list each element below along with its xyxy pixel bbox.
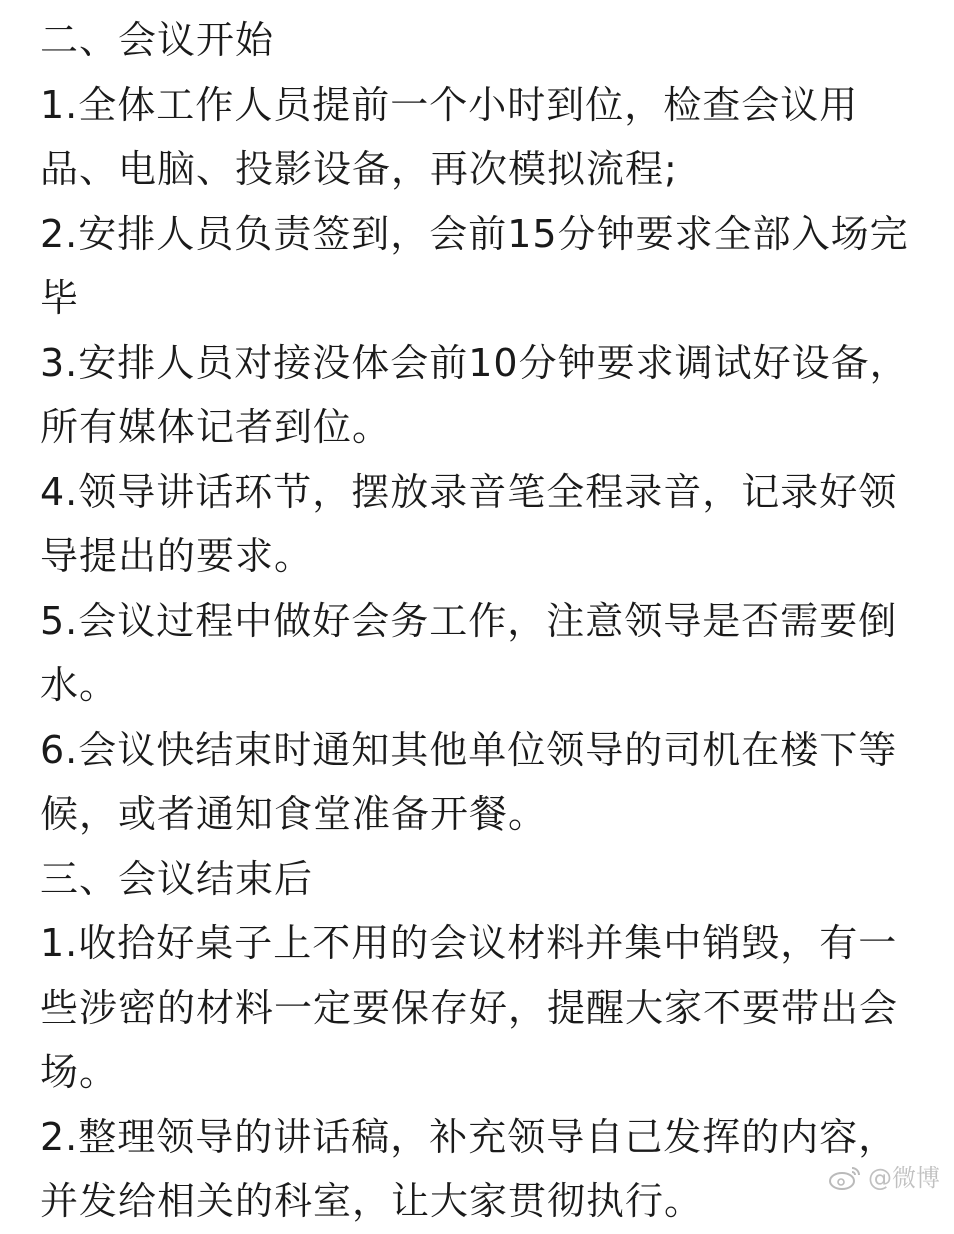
text-line: 导提出的要求。 — [40, 534, 314, 578]
text-line: 毕 — [40, 276, 80, 320]
text-line: 并发给相关的科室，让大家贯彻执行。 — [40, 1179, 704, 1223]
text-line: 场。 — [40, 1050, 119, 1094]
text-line: 品、电脑、投影设备，再次模拟流程; — [40, 147, 678, 191]
text-line: 候，或者通知食堂准备开餐。 — [40, 792, 548, 836]
text-line: 些涉密的材料一定要保存好，提醒大家不要带出会 — [40, 985, 899, 1030]
text-line: 5.会议过程中做好会务工作，注意领导是否需要倒 — [40, 598, 898, 643]
section-heading-meeting-start: 二、会议开始 — [40, 18, 275, 62]
text-line: 4.领导讲话环节，摆放录音笔全程录音，记录好领 — [40, 469, 898, 514]
text-line: 1.全体工作人员提前一个小时到位，检查会议用 — [40, 82, 859, 127]
weibo-logo-icon — [828, 1164, 862, 1192]
weibo-watermark — [828, 1164, 940, 1192]
text-line: 2.整理领导的讲话稿，补充领导自己发挥的内容， — [40, 1114, 898, 1159]
text-line: 2.安排人员负责签到，会前15分钟要求全部入场完 — [40, 211, 909, 256]
text-line: 水。 — [40, 663, 119, 707]
text-line: 3.安排人员对接没体会前10分钟要求调试好设备， — [40, 340, 909, 385]
text-line: 1.收拾好桌子上不用的会议材料并集中销毁，有一 — [40, 921, 898, 965]
watermark-text: @微博 — [868, 1164, 940, 1192]
text-line: 所有媒体记者到位。 — [40, 405, 392, 449]
section-heading-after-meeting: 三、会议结束后 — [40, 856, 314, 901]
text-line: 6.会议快结束时通知其他单位领导的司机在楼下等 — [40, 727, 898, 772]
